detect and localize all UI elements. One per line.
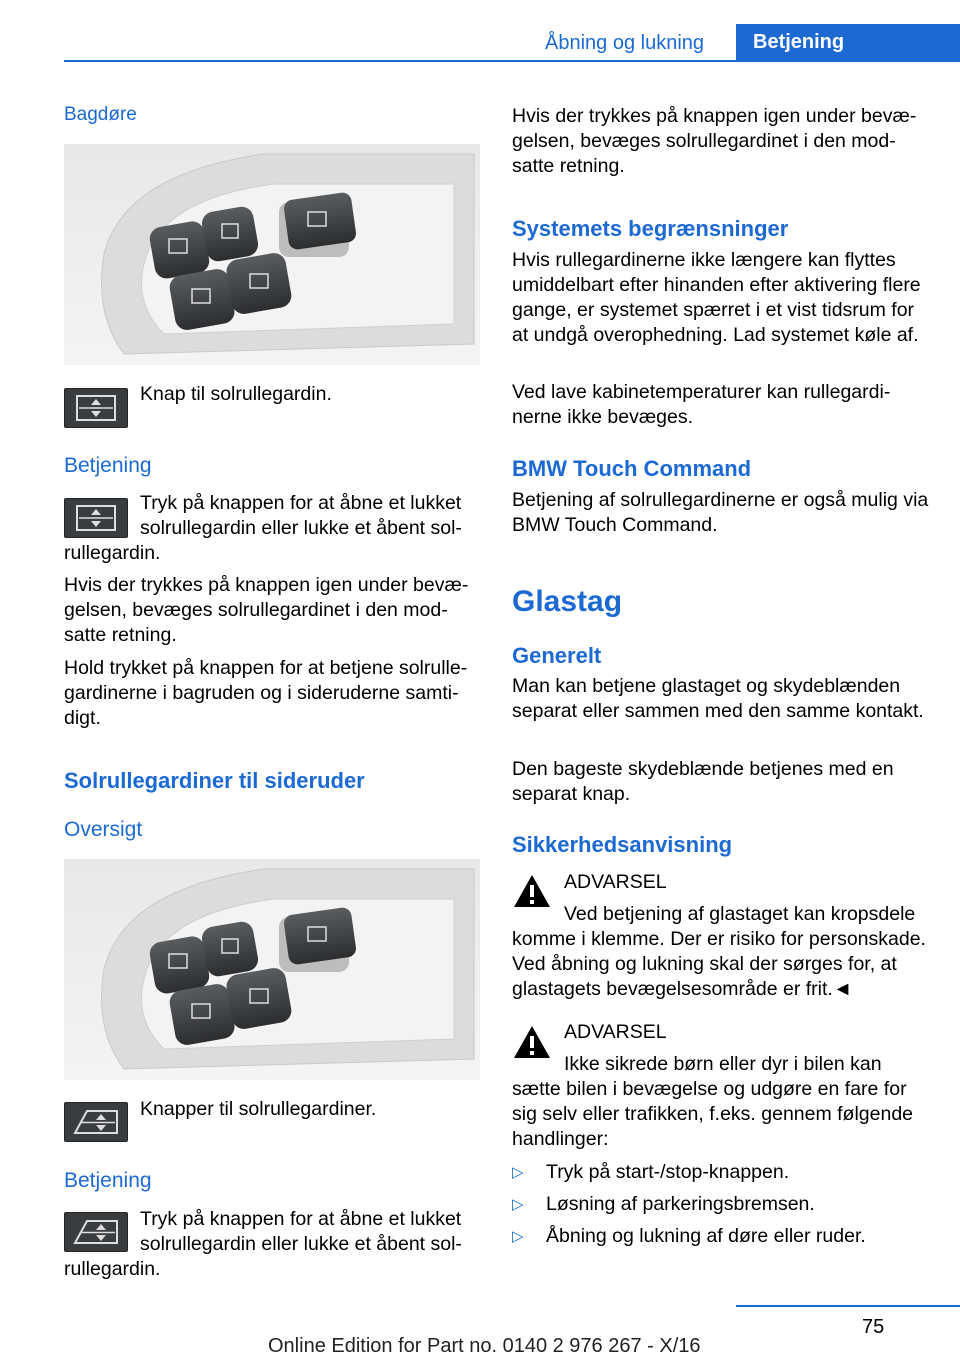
side-blinds-heading: Solrullegardiner til sideruder xyxy=(64,768,365,793)
header-rule xyxy=(64,60,960,62)
betjening-heading-2: Betjening xyxy=(64,1169,152,1192)
glastag-heading: Glastag xyxy=(512,585,623,618)
list-item-text: Tryk på start-/stop-knappen. xyxy=(546,1161,790,1183)
warning-triangle-icon-2 xyxy=(512,1024,552,1060)
generelt-paragraph-1: Man kan betjene glastaget og skydeblænden separat eller sammen med den samme kontakt. xyxy=(512,675,924,722)
betjening1-line-c: rullegardin. xyxy=(64,542,161,564)
warning-triangle-icon xyxy=(512,873,552,909)
bullet-triangle-icon: ▷ xyxy=(512,1164,524,1181)
generelt-paragraph-2: Den bageste skydeblænde betjenes med en separat knap. xyxy=(512,758,894,805)
betjening1-paragraph-2: Hvis der trykkes på knappen igen under bevægelsen, bevæges solrullegardinet i den modsatte retning. xyxy=(64,574,469,646)
header-chapter-tab: Betjening xyxy=(736,24,960,62)
safety-heading: Sikkerhedsanvisning xyxy=(512,832,733,857)
list-item-text: Løsning af parkeringsbremsen. xyxy=(546,1193,815,1215)
warning-2-body: sætte bilen i bevægelse og udgøre en fare for sig selv eller trafikken, f.eks. gennem følgende handlinger: xyxy=(512,1078,914,1150)
limits-heading: Systemets begrænsninger xyxy=(512,216,789,241)
door-switch-illustration-2 xyxy=(64,859,480,1080)
betjening1-line-b: solrullegardin eller lukke et åbent sol- xyxy=(140,517,462,539)
bullet-triangle-icon: ▷ xyxy=(512,1228,524,1245)
warning-1-line-a: Ved betjening af glastaget kan kropsdele xyxy=(564,903,916,925)
footer-rule xyxy=(736,1305,960,1307)
bagdore-heading: Bagdøre xyxy=(64,104,137,125)
limits-paragraph-2: Ved lave kabinetemperaturer kan rullegardinerne ikke bevæges. xyxy=(512,381,891,428)
door-switch-photo-1 xyxy=(64,144,480,365)
touch-command-paragraph: Betjening af solrullegardinerne er også mulig via BMW Touch Command. xyxy=(512,489,929,536)
betjening2-line-a: Tryk på knappen for at åbne et lukket xyxy=(140,1208,462,1230)
door-switch-illustration xyxy=(64,144,480,365)
header-section-title: Åbning og lukning xyxy=(545,32,705,54)
side-blind-button-icon xyxy=(64,1102,128,1142)
caption-side-blinds: Knapper til solrullegardiner. xyxy=(140,1098,377,1120)
list-item-text: Åbning og lukning af døre eller ruder. xyxy=(546,1225,866,1247)
door-switch-photo-2 xyxy=(64,859,480,1080)
betjening-heading-1: Betjening xyxy=(64,454,152,477)
bullet-triangle-icon: ▷ xyxy=(512,1196,524,1213)
edition-footer: Online Edition for Part no. 0140 2 976 267 - X/16 xyxy=(268,1335,701,1357)
betjening1-paragraph-3: Hold trykket på knappen for at betjene solrullegardinerne i bagruden og i sideruderne samtidigt. xyxy=(64,657,468,729)
page-number: 75 xyxy=(862,1316,885,1338)
betjening1-line-a: Tryk på knappen for at åbne et lukket xyxy=(140,492,462,514)
warning-1-body: komme i klemme. Der er risiko for personskade. Ved åbning og lukning skal der sørges for, at glastagets bevægelsesområde er frit.◄ xyxy=(512,928,926,1000)
caption-rear-blind: Knap til solrullegardin. xyxy=(140,383,332,405)
rear-blind-button-icon xyxy=(64,388,128,428)
side-blind-button-icon-2 xyxy=(64,1212,128,1252)
generelt-heading: Generelt xyxy=(512,643,602,668)
warning-2-label: ADVARSEL xyxy=(564,1021,667,1043)
rear-blind-button-icon-2 xyxy=(64,498,128,538)
limits-paragraph-1: Hvis rullegardinerne ikke længere kan flyttes umiddelbart efter hinanden efter aktivering flere gange, er systemet spærret i et vist tidsrum for at undgå overophedning. Lad systemet køle af. xyxy=(512,249,921,346)
betjening2-line-c: rullegardin. xyxy=(64,1258,161,1280)
touch-command-heading: BMW Touch Command xyxy=(512,456,752,481)
oversigt-heading: Oversigt xyxy=(64,818,143,841)
betjening2-line-b: solrullegardin eller lukke et åbent sol- xyxy=(140,1233,462,1255)
warning-1-label: ADVARSEL xyxy=(564,871,667,893)
warning-2-line-a: Ikke sikrede børn eller dyr i bilen kan xyxy=(564,1053,882,1075)
right-top-paragraph: Hvis der trykkes på knappen igen under bevægelsen, bevæges solrullegardinet i den modsatte retning. xyxy=(512,105,917,177)
